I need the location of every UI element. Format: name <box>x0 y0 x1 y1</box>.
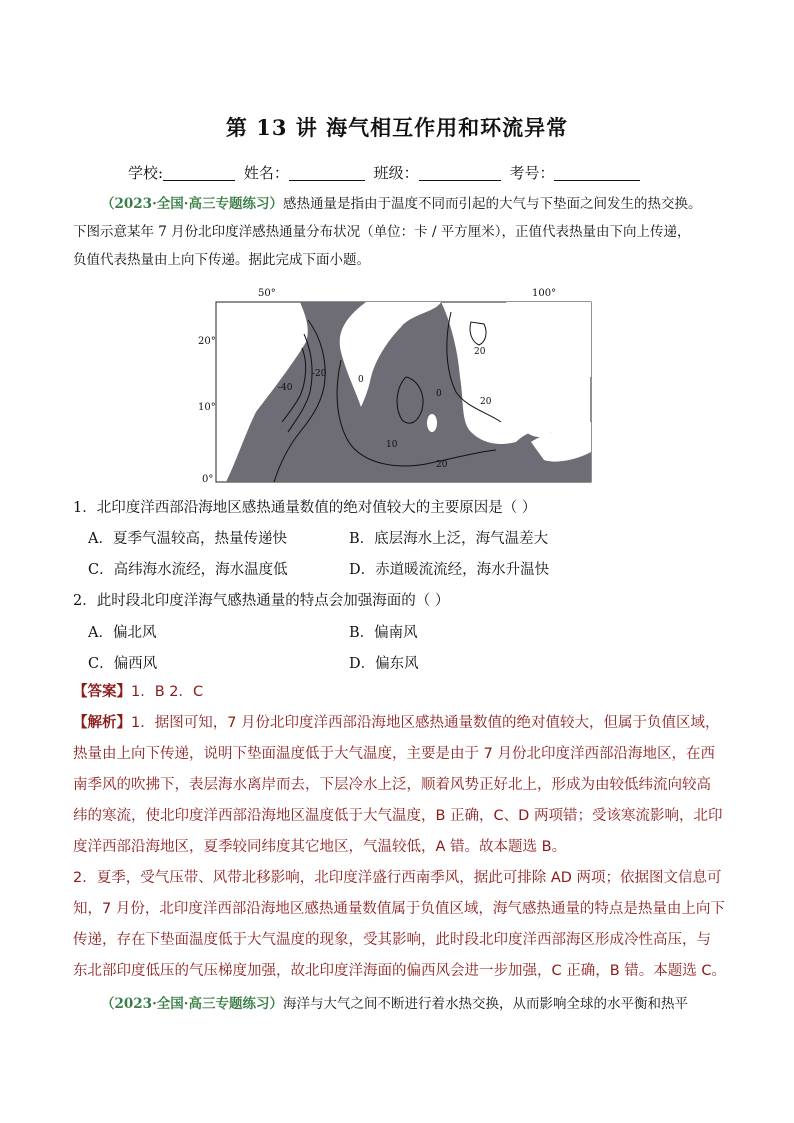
answer-label: 【答案】 <box>73 684 131 700</box>
analysis-line-7: 知，7 月份，北印度洋西部沿海地区感热通量数值属于负值区域，海气感热通量的特点是热量由上向下 <box>73 901 725 917</box>
contour-label: 10 <box>386 440 398 450</box>
student-info-line <box>128 162 644 183</box>
contour-label: -40 <box>278 383 293 393</box>
school-blank[interactable] <box>163 165 235 181</box>
q1-option-c[interactable]: C．高纬海水流经，海水温度低 <box>88 562 288 578</box>
q2-option-c[interactable]: C．偏西风 <box>88 656 158 672</box>
page-title: 第 13 讲 海气相互作用和环流异常 <box>225 115 569 140</box>
lat-label-0: 0° <box>202 474 214 485</box>
intro-source: （2023·全国·高三专题练习） <box>101 196 283 212</box>
q2-option-d[interactable]: D．偏东风 <box>349 656 419 672</box>
name-blank[interactable] <box>289 165 365 181</box>
question-1-stem: 1．北印度洋西部沿海地区感热通量数值的绝对值较大的主要原因是（ ） <box>73 500 537 516</box>
analysis-line-3: 南季风的吹拂下，表层海水离岸而去，下层冷水上泛，顺着风势正好北上，形成为由较低纬流向较高 <box>73 777 711 793</box>
contour-label: -20 <box>312 369 327 379</box>
number-label: 考号： <box>509 164 555 182</box>
class-blank[interactable] <box>419 165 501 181</box>
intro-line-3: 负值代表热量由上向下传递。据此完成下面小题。 <box>73 252 370 268</box>
answer-section <box>73 677 741 987</box>
intro-line-1: 感热通量是指由于温度不同而引起的大气与下垫面之间发生的热交换。 <box>282 196 702 212</box>
intro-paragraph <box>73 190 753 274</box>
analysis-line-1: 1．据图可知，7 月份北印度洋西部沿海地区感热通量数值的绝对值较大，但属于负值区域， <box>131 715 720 731</box>
contour-label: 0 <box>358 375 364 385</box>
analysis-line-5: 度洋西部沿海地区，夏季较同纬度其它地区，气温较低，A 错。故本题选 B。 <box>73 839 567 855</box>
sri-lanka-island <box>427 414 437 432</box>
q1-option-d[interactable]: D．赤道暖流流经，海水升温快 <box>349 562 550 578</box>
class-label: 班级： <box>373 164 419 182</box>
contour-label: 20 <box>436 460 448 470</box>
school-label: 学校: <box>128 164 164 182</box>
next-text: 海洋与大气之间不断进行着水热交换，从而影响全球的水平衡和热平 <box>282 996 688 1012</box>
q1-option-b[interactable]: B．底层海水上泛，海气温差大 <box>349 531 549 547</box>
indian-ocean-heat-flux-map <box>196 282 604 487</box>
intro-line-2: 下图示意某年 7 月份北印度洋感热通量分布状况（单位：卡 / 平方厘米），正值代表热量由下向上传递， <box>73 224 691 240</box>
contour-label: 20 <box>474 347 486 357</box>
question-2-stem: 2．此时段北印度洋海气感热通量的特点会加强海面的（ ） <box>73 593 450 609</box>
contour-label: 0 <box>436 389 442 399</box>
analysis-line-8: 传递，存在下垫面温度低于大气温度的现象，受其影响，此时段北印度洋西部海区形成冷性高压，与 <box>73 932 711 948</box>
answer-text: 1．B 2．C <box>131 684 204 700</box>
q1-option-a[interactable]: A．夏季气温较高，热量传递快 <box>88 531 287 547</box>
lat-label-10: 10° <box>198 402 216 413</box>
q2-option-a[interactable]: A．偏北风 <box>88 625 157 641</box>
name-label: 姓名： <box>243 164 289 182</box>
analysis-label: 【解析】 <box>73 715 131 731</box>
contour-label: 20 <box>480 397 492 407</box>
number-blank[interactable] <box>554 165 640 181</box>
next-question-intro <box>73 990 753 1018</box>
lat-label-20: 20° <box>198 336 216 347</box>
analysis-line-6: 2．夏季，受气压带、风带北移影响，北印度洋盛行西南季风，据此可排除 AD 两项；依据图文信息可 <box>73 870 722 886</box>
analysis-line-9: 东北部印度低压的气压梯度加强，故北印度洋海面的偏西风会进一步加强，C 正确，B 错。本题选 C。 <box>73 963 727 979</box>
q2-option-b[interactable]: B．偏南风 <box>349 625 418 641</box>
analysis-line-4: 纬的寒流，使北印度洋西部沿海地区温度低于大气温度，B 正确，C、D 两项错；受该寒流影响，北印 <box>73 808 723 824</box>
analysis-line-2: 热量由上向下传递，说明下垫面温度低于大气温度，主要是由于 7 月份北印度洋西部沿海地区，在西 <box>73 746 715 762</box>
lon-label-50: 50° <box>258 288 276 299</box>
lon-label-100: 100° <box>532 288 557 299</box>
next-source: （2023·全国·高三专题练习） <box>101 996 283 1012</box>
